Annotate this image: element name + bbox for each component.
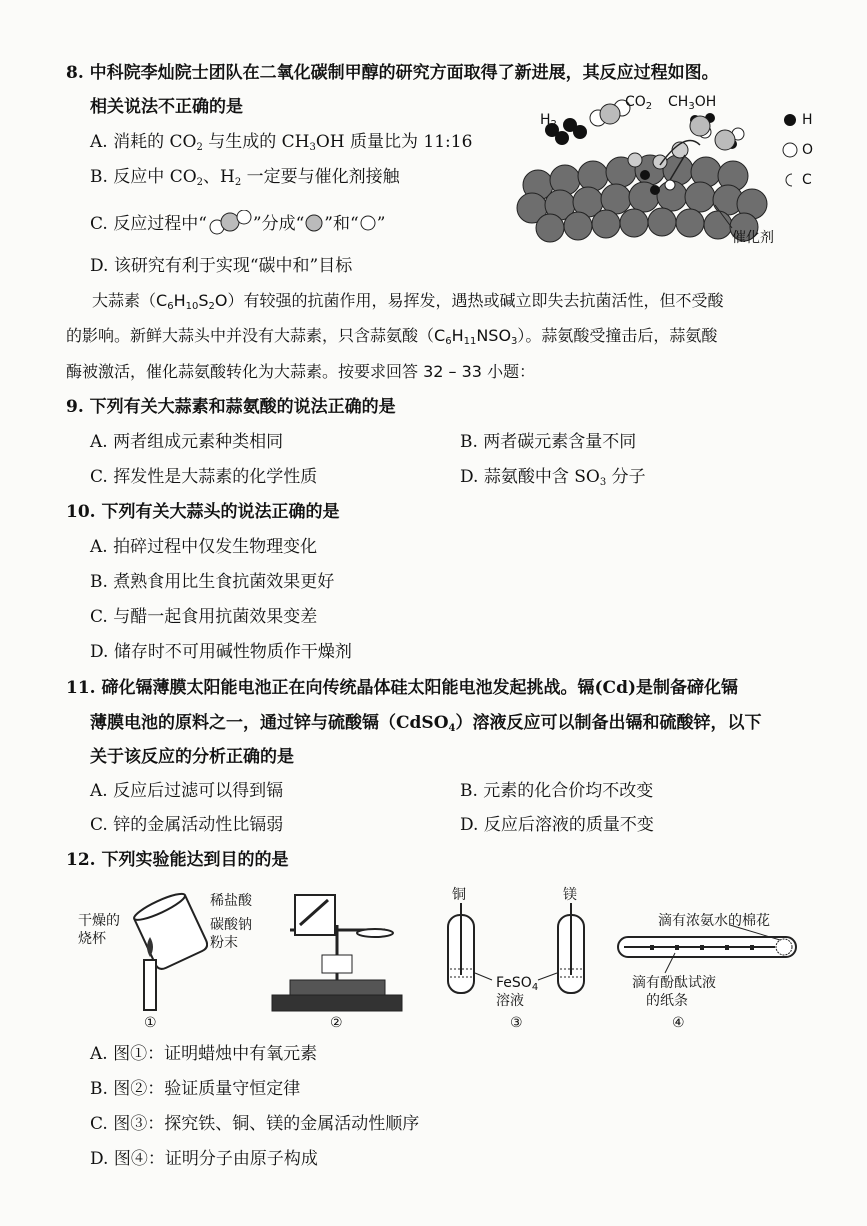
legend-c-label: C <box>802 172 812 188</box>
q10-option-a: A. 拍碎过程中仅发生物理变化 <box>90 537 318 557</box>
q8-option-d: D. 该研究有利于实现“碳中和”目标 <box>90 256 353 276</box>
q11-stem-line2: 薄膜电池的原料之一，通过锌与硫酸镉（CdSO$_4$）溶液反应可以制备出镉和硫酸锌，以下 <box>90 713 762 734</box>
q9-option-d: D. 蒜氨酸中含 $SO_3$ 分子 <box>460 467 646 488</box>
ch3oh-label: $CH_3OH$ <box>668 94 717 112</box>
passage-line3: 酶被激活，催化蒜氨酸转化为大蒜素。按要求回答 32 – 33 小题： <box>66 362 536 381</box>
figure-4-number: ④ <box>672 1015 685 1031</box>
q8-option-a: A. 消耗的 $CO_2$ 与生成的 $CH_3OH$ 质量比为 11:16 <box>90 132 473 153</box>
dry-beaker-label-1: 干燥的 <box>78 913 120 929</box>
q11-option-d: D. 反应后溶液的质量不变 <box>460 815 654 835</box>
solution-label: 溶液 <box>496 993 524 1009</box>
legend-h-label: H <box>802 112 813 128</box>
q9-option-a: A. 两者组成元素种类相同 <box>90 432 284 452</box>
q12-option-c: C. 图③：探究铁、铜、镁的金属活动性顺序 <box>90 1114 420 1134</box>
oxygen-atom-icon <box>359 214 377 232</box>
carbon-atom-icon <box>304 213 324 233</box>
q8-stem-line2: 相关说法不正确的是 <box>90 97 243 117</box>
co2-label: $CO_2$ <box>625 94 653 112</box>
q10-option-d: D. 储存时不可用碱性物质作干燥剂 <box>90 642 352 662</box>
figure-1-candle <box>78 885 208 1035</box>
catalyst-label: 催化剂 <box>732 230 774 246</box>
co2-molecule-icon <box>207 210 253 236</box>
passage-line2: 的影响。新鲜大蒜头中并没有大蒜素，只含蒜氨酸$(C_6H_{11}NSO_3)$。蒜氨酸受撞击后，蒜氨酸 <box>66 326 718 347</box>
catalyst-reaction-figure <box>510 90 840 250</box>
feso4-label: FeSO$_4$ <box>496 975 539 993</box>
q11-stem-line3: 关于该反应的分析正确的是 <box>90 747 294 767</box>
q10-option-c: C. 与醋一起食用抗菌效果变差 <box>90 607 318 627</box>
legend-hydrogen-marker <box>784 114 796 126</box>
q12-option-a: A. 图①：证明蜡烛中有氧元素 <box>90 1044 318 1064</box>
h2-label: $H_2$ <box>540 112 557 130</box>
q11-option-c: C. 锌的金属活动性比镉弱 <box>90 815 284 835</box>
dry-beaker-label-2: 烧杯 <box>78 931 106 947</box>
q9-option-c: C. 挥发性是大蒜素的化学性质 <box>90 467 318 487</box>
q10-option-b: B. 煮熟食用比生食抗菌效果更好 <box>90 572 335 592</box>
q11-option-b: B. 元素的化合价均不改变 <box>460 781 654 801</box>
legend-o-label: O <box>802 142 814 158</box>
legend-carbon-marker <box>786 174 792 186</box>
q11-option-a: A. 反应后过滤可以得到镉 <box>90 781 284 801</box>
figure-4-ammonia-tube <box>610 885 810 1035</box>
q8-stem-line1: 8. 中科院李灿院士团队在二氧化碳制甲醇的研究方面取得了新进展，其反应过程如图。 <box>66 63 719 83</box>
passage-line1: 大蒜素$(C_6H_{10}S_2O)$有较强的抗菌作用，易挥发，遇热或碱立即失去抗菌活性，但不受酸 <box>92 291 724 312</box>
q9-stem: 9. 下列有关大蒜素和蒜氨酸的说法正确的是 <box>66 397 396 417</box>
copper-label: 铜 <box>452 887 466 903</box>
legend-oxygen-marker <box>783 143 797 157</box>
sodium-carbonate-label: 碳酸钠 <box>210 917 252 933</box>
figure-3-number: ③ <box>510 1015 523 1031</box>
dilute-hcl-label: 稀盐酸 <box>210 893 252 909</box>
phenolphthalein-label-1: 滴有酚酞试液 <box>632 975 716 991</box>
q11-stem-line1: 11. 碲化镉薄膜太阳能电池正在向传统晶体硅太阳能电池发起挑战。镉(Cd)是制备碲化镉 <box>66 678 738 698</box>
q8-option-c: C. 反应过程中“ ”分成“ ”和“ ” <box>90 210 385 236</box>
ammonia-cotton-label: 滴有浓氨水的棉花 <box>658 913 770 929</box>
magnesium-label: 镁 <box>563 887 577 903</box>
q12-option-d: D. 图④：证明分子由原子构成 <box>90 1149 318 1169</box>
q10-stem: 10. 下列有关大蒜头的说法正确的是 <box>66 502 340 522</box>
figure-2-number: ② <box>330 1015 343 1031</box>
figure-3-test-tubes <box>430 885 600 1035</box>
phenolphthalein-label-2: 的纸条 <box>646 993 688 1009</box>
figure-1-number: ① <box>144 1015 157 1031</box>
figure-2-balance <box>210 885 410 1035</box>
q12-option-b: B. 图②：验证质量守恒定律 <box>90 1079 301 1099</box>
q9-option-b: B. 两者碳元素含量不同 <box>460 432 637 452</box>
powder-label: 粉末 <box>210 935 238 951</box>
q8-option-b: B. 反应中 $CO_2$、$H_2$ 一定要与催化剂接触 <box>90 167 400 188</box>
q12-stem: 12. 下列实验能达到目的的是 <box>66 850 289 870</box>
